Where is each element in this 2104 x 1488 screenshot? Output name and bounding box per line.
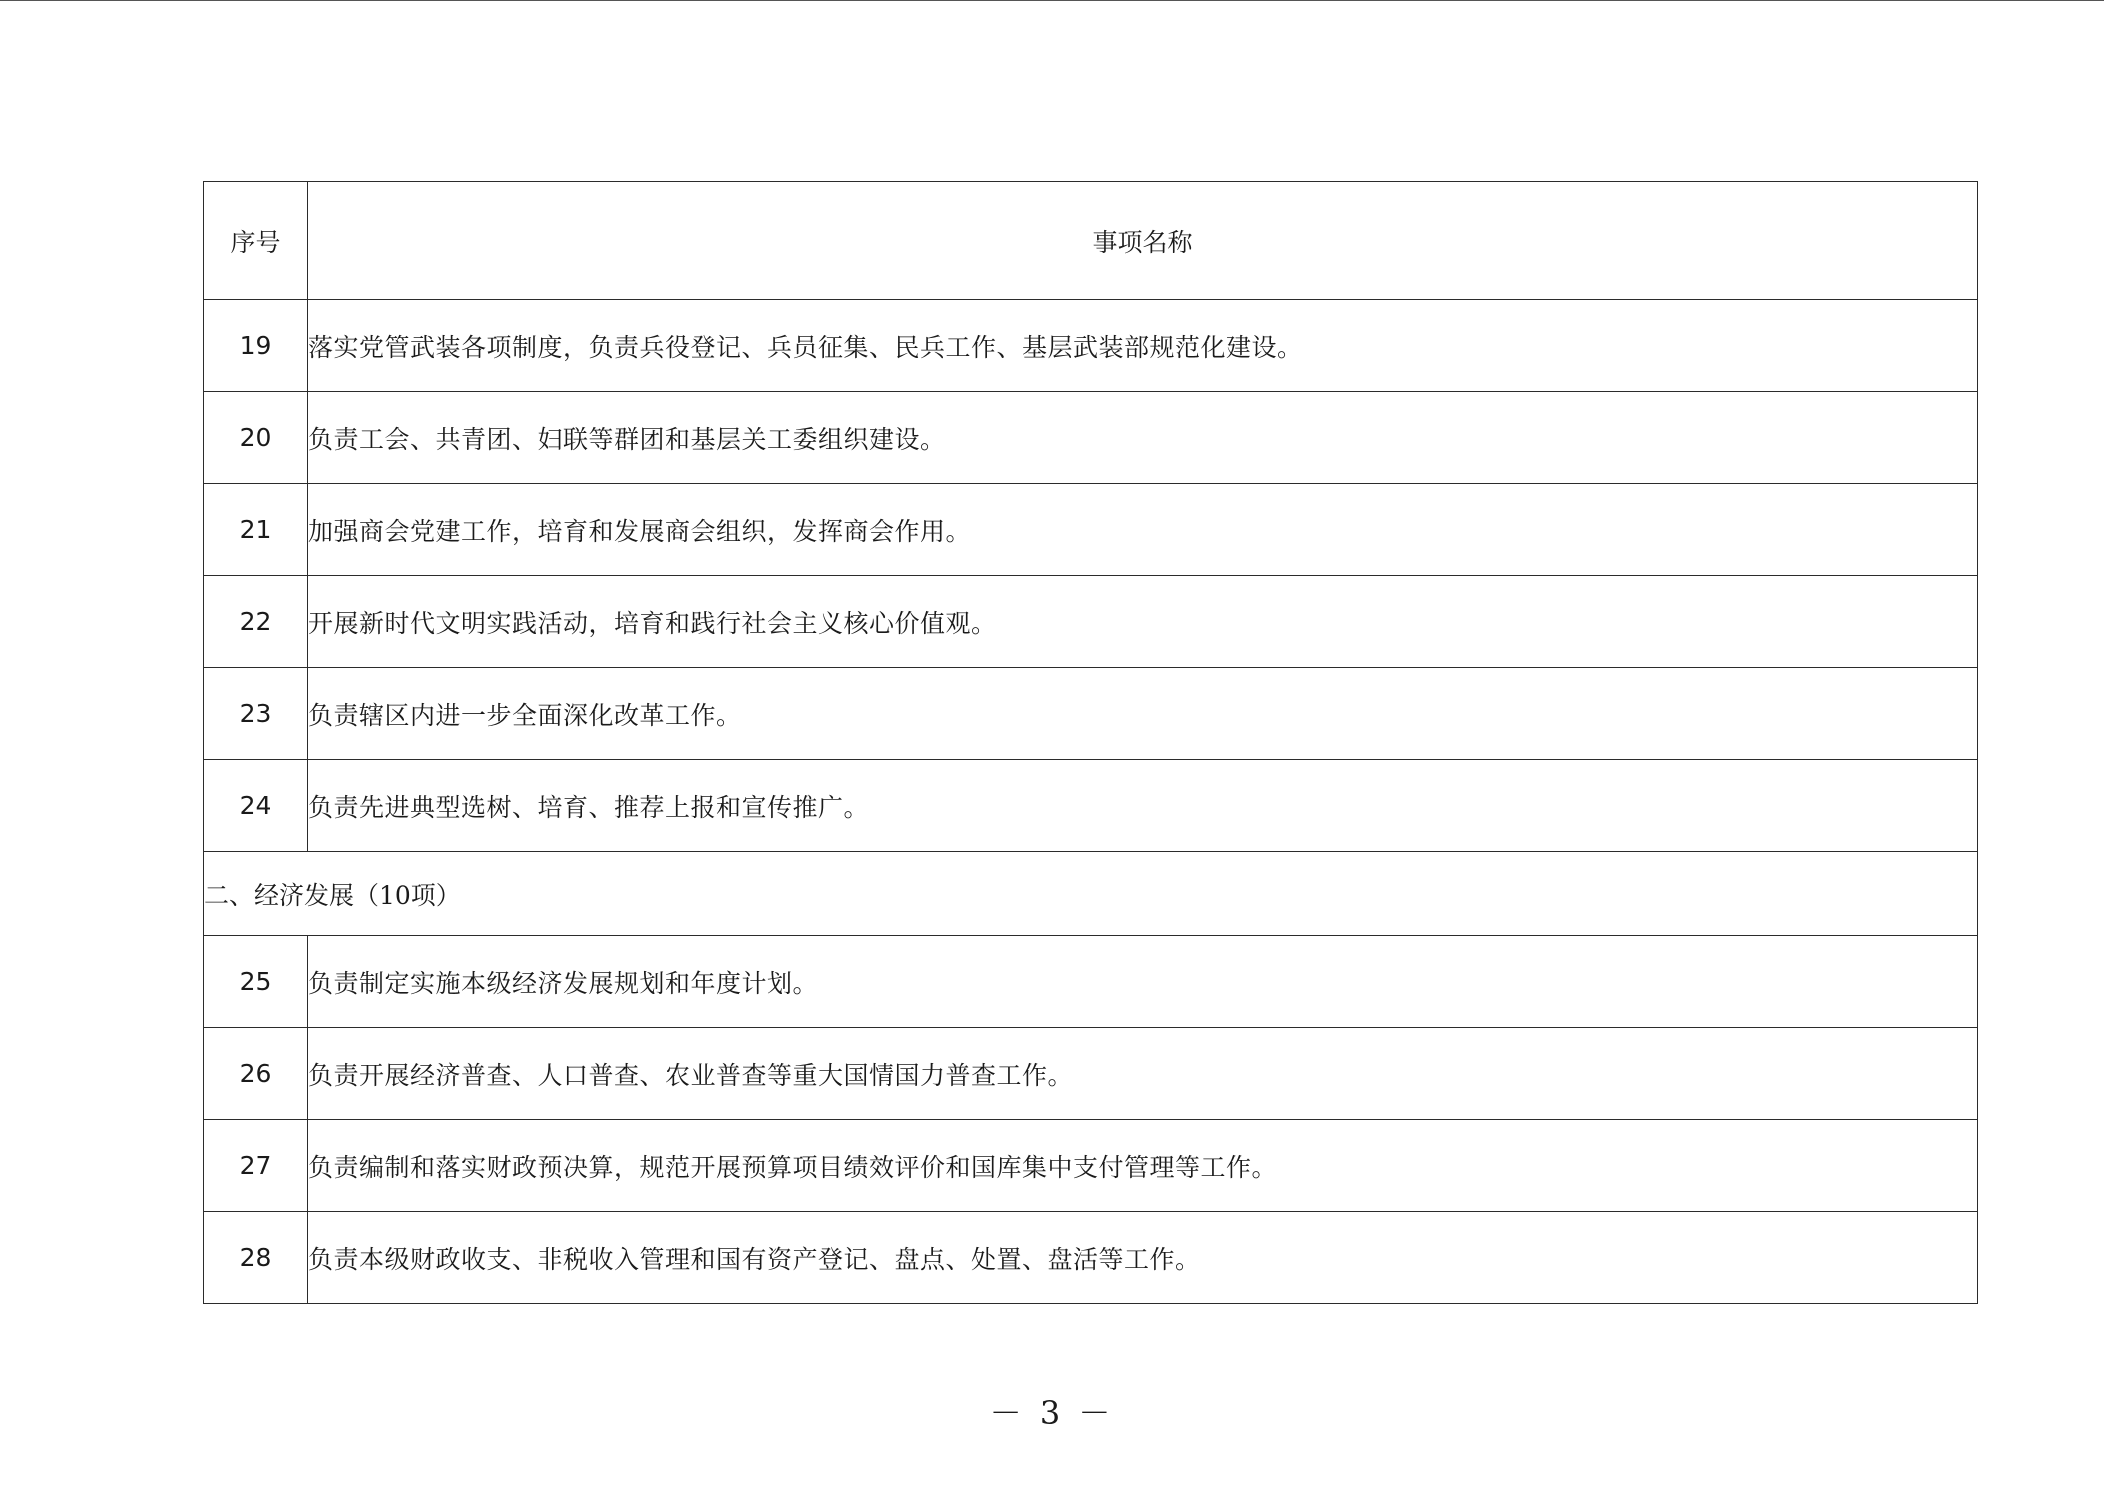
row-number: 19	[204, 300, 308, 392]
page-number: － 3 －	[989, 1394, 1115, 1432]
row-number: 27	[204, 1120, 308, 1212]
table-row	[204, 484, 1978, 576]
row-item-name: 负责本级财政收支、非税收入管理和国有资产登记、盘点、处置、盘活等工作。	[308, 1212, 1978, 1304]
table-row	[204, 760, 1978, 852]
section-title: 二、经济发展（10项）	[204, 852, 1978, 936]
table-row	[204, 576, 1978, 668]
header-item-name: 事项名称	[308, 182, 1978, 300]
row-number: 24	[204, 760, 308, 852]
table-row	[204, 300, 1978, 392]
row-item-name: 加强商会党建工作，培育和发展商会组织，发挥商会作用。	[308, 484, 1978, 576]
row-number: 22	[204, 576, 308, 668]
table-row	[204, 392, 1978, 484]
row-item-name: 负责先进典型选树、培育、推荐上报和宣传推广。	[308, 760, 1978, 852]
header-serial-number: 序号	[204, 182, 308, 300]
page-top-border	[0, 0, 2104, 1]
table-row	[204, 1212, 1978, 1304]
table-header-row	[204, 182, 1978, 300]
row-number: 26	[204, 1028, 308, 1120]
row-number: 21	[204, 484, 308, 576]
table-row	[204, 668, 1978, 760]
row-item-name: 负责制定实施本级经济发展规划和年度计划。	[308, 936, 1978, 1028]
row-item-name: 落实党管武装各项制度，负责兵役登记、兵员征集、民兵工作、基层武装部规范化建设。	[308, 300, 1978, 392]
row-item-name: 负责辖区内进一步全面深化改革工作。	[308, 668, 1978, 760]
row-item-name: 负责工会、共青团、妇联等群团和基层关工委组织建设。	[308, 392, 1978, 484]
section-row	[204, 852, 1978, 936]
row-number: 28	[204, 1212, 308, 1304]
items-table	[203, 181, 1978, 1304]
table-row	[204, 1028, 1978, 1120]
row-item-name: 负责开展经济普查、人口普查、农业普查等重大国情国力普查工作。	[308, 1028, 1978, 1120]
table-row	[204, 1120, 1978, 1212]
row-number: 23	[204, 668, 308, 760]
row-item-name: 负责编制和落实财政预决算，规范开展预算项目绩效评价和国库集中支付管理等工作。	[308, 1120, 1978, 1212]
row-number: 20	[204, 392, 308, 484]
table-row	[204, 936, 1978, 1028]
row-item-name: 开展新时代文明实践活动，培育和践行社会主义核心价值观。	[308, 576, 1978, 668]
row-number: 25	[204, 936, 308, 1028]
